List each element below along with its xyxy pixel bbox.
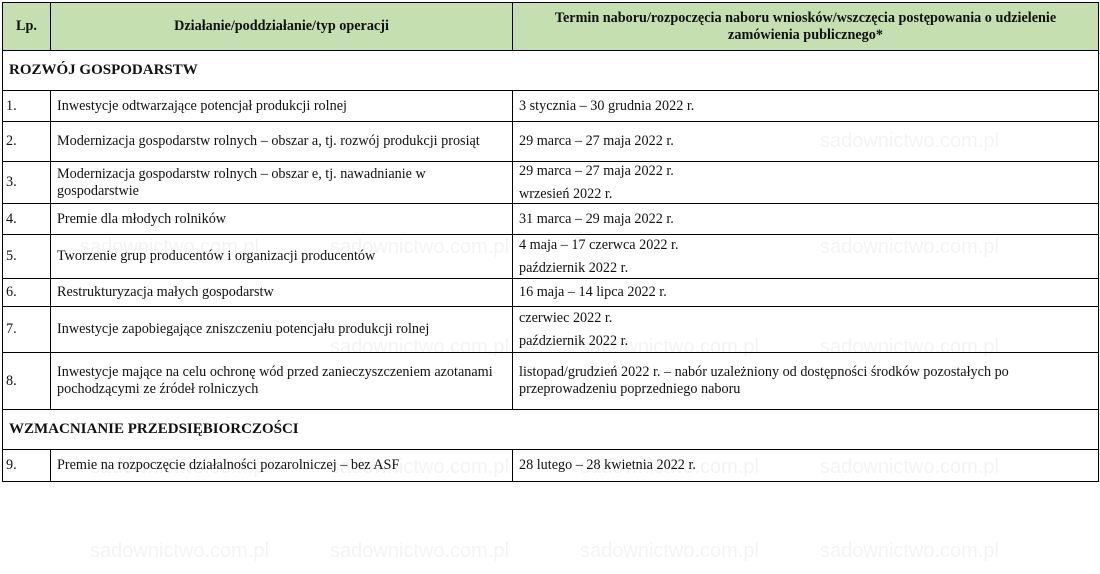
- term-date: wrzesień 2022 r.: [519, 185, 613, 202]
- watermark-text: [820, 540, 999, 563]
- table-row: [3, 91, 1099, 122]
- term-date: 3 stycznia – 30 grudnia 2022 r.: [519, 97, 695, 114]
- row-number: 3.: [3, 162, 51, 204]
- term-date: 29 marca – 27 maja 2022 r.: [519, 133, 674, 149]
- row-number: 1.: [3, 91, 51, 122]
- term-cell: [513, 204, 1099, 235]
- table-row: [3, 122, 1099, 162]
- row-number: 6.: [3, 279, 51, 307]
- section-title: WZMACNIANIE PRZEDSIĘBIORCZOŚCI: [3, 410, 1099, 450]
- row-number: 7.: [3, 307, 51, 353]
- action-cell: Tworzenie grup producentów i organizacji producentów: [51, 235, 513, 279]
- action-cell: Inwestycje mające na celu ochronę wód przed zanieczyszczeniem azotanami pochodzącymi ze źródeł rolniczych: [51, 353, 513, 410]
- table-header-row: [3, 3, 1099, 51]
- watermark-text: [90, 540, 269, 563]
- table-row: [3, 235, 1099, 279]
- term-date: listopad/grudzień 2022 r. – nabór uzależniony od dostępności środków pozostałych po przeprowadzeniu poprzedniego naboru: [519, 364, 1009, 397]
- term-date: 29 marca – 27 maja 2022 r.: [519, 162, 674, 179]
- term-cell: [513, 162, 1099, 204]
- term-date: czerwiec 2022 r.: [519, 309, 613, 326]
- row-number: 2.: [3, 122, 51, 162]
- header-lp: Lp.: [3, 3, 51, 51]
- term-cell: [513, 307, 1099, 353]
- action-cell: Premie dla młodych rolników: [51, 204, 513, 235]
- term-date: październik 2022 r.: [519, 332, 629, 349]
- section-row: [3, 51, 1099, 91]
- row-number: 8.: [3, 353, 51, 410]
- term-cell: [513, 353, 1099, 410]
- term-cell: [513, 91, 1099, 122]
- table-row: [3, 162, 1099, 204]
- header-term: Termin naboru/rozpoczęcia naboru wniosków/wszczęcia postępowania o udzielenie zamówienia publicznego*: [513, 3, 1099, 51]
- recruitment-schedule-table: [2, 2, 1099, 482]
- table-row: [3, 450, 1099, 482]
- action-cell: Modernizacja gospodarstw rolnych – obszar a, tj. rozwój produkcji prosiąt: [51, 122, 513, 162]
- row-number: 9.: [3, 450, 51, 482]
- section-title: ROZWÓJ GOSPODARSTW: [3, 51, 1099, 91]
- action-cell: Restrukturyzacja małych gospodarstw: [51, 279, 513, 307]
- action-cell: Inwestycje zapobiegające zniszczeniu potencjału produkcji rolnej: [51, 307, 513, 353]
- watermark-text: [330, 540, 509, 563]
- term-cell: [513, 450, 1099, 482]
- watermark-text: [580, 540, 759, 563]
- term-cell: [513, 122, 1099, 162]
- term-date: 16 maja – 14 lipca 2022 r.: [519, 284, 667, 300]
- term-cell: [513, 279, 1099, 307]
- table-row: [3, 279, 1099, 307]
- term-date: październik 2022 r.: [519, 259, 629, 276]
- action-cell: Modernizacja gospodarstw rolnych – obszar e, tj. nawadnianie w gospodarstwie: [51, 162, 513, 204]
- term-date: 28 lutego – 28 kwietnia 2022 r.: [519, 457, 696, 473]
- action-cell: Premie na rozpoczęcie działalności pozarolniczej – bez ASF: [51, 450, 513, 482]
- table-body: [3, 51, 1099, 482]
- section-row: [3, 410, 1099, 450]
- table-row: [3, 204, 1099, 235]
- row-number: 5.: [3, 235, 51, 279]
- term-date: 4 maja – 17 czerwca 2022 r.: [519, 236, 679, 253]
- table-row: [3, 307, 1099, 353]
- row-number: 4.: [3, 204, 51, 235]
- term-date: 31 marca – 29 maja 2022 r.: [519, 210, 674, 227]
- term-cell: [513, 235, 1099, 279]
- action-cell: Inwestycje odtwarzające potencjał produkcji rolnej: [51, 91, 513, 122]
- header-action: Działanie/poddziałanie/typ operacji: [51, 3, 513, 51]
- table-row: [3, 353, 1099, 410]
